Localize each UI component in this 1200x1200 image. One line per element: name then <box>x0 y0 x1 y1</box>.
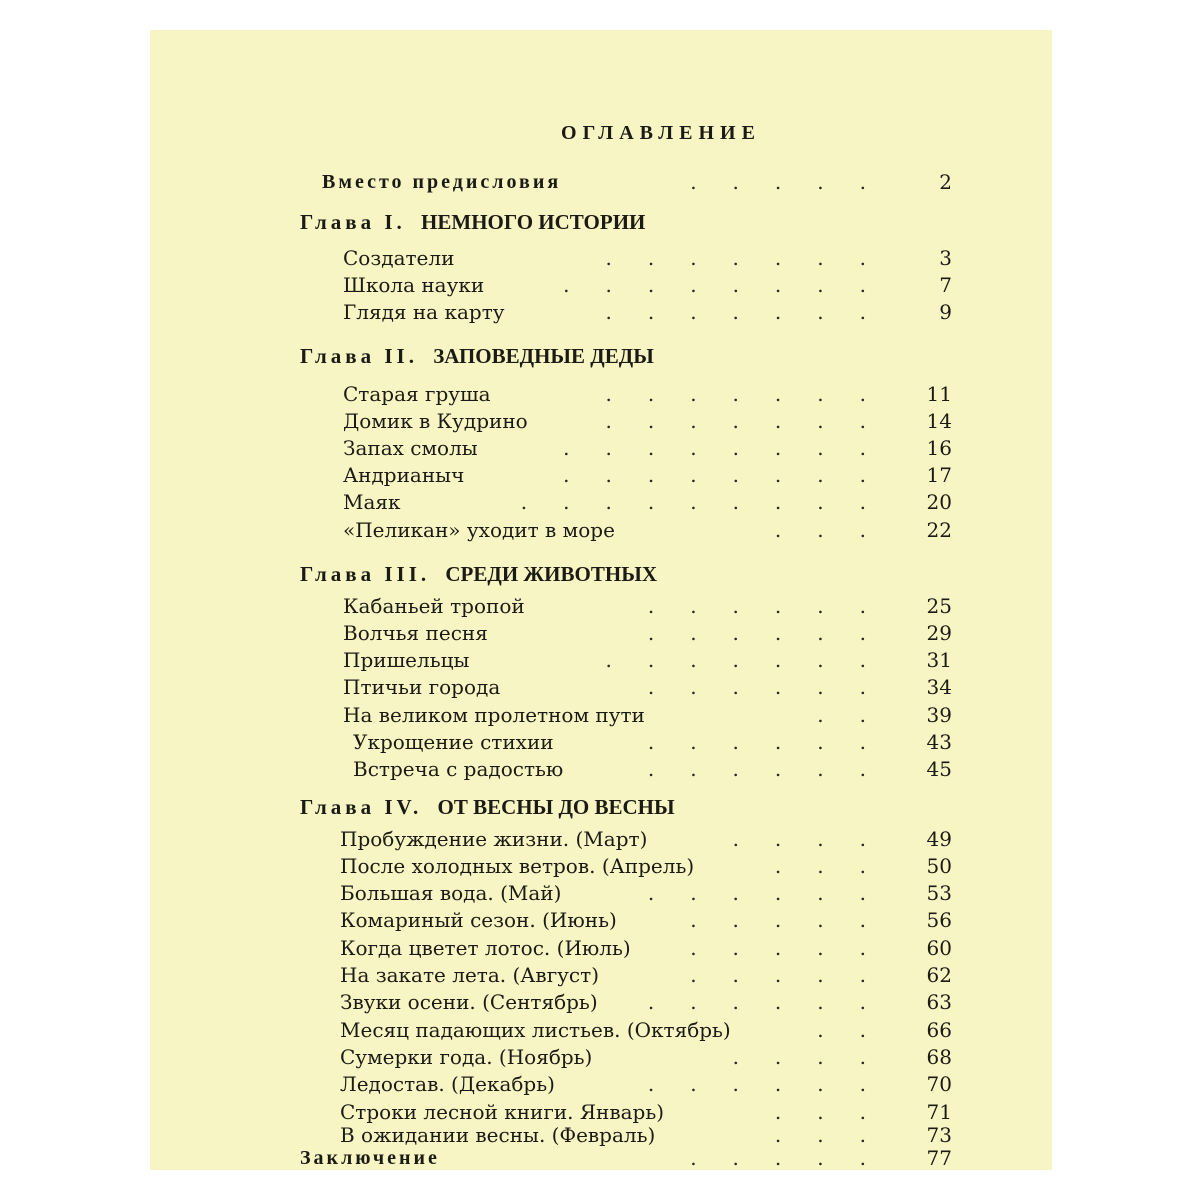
toc-entry-label: Заключение <box>300 1147 440 1169</box>
toc-entry-label: Глядя на карту <box>343 300 505 324</box>
chapter-prefix: Глава I. <box>300 210 406 234</box>
toc-entry-label: На великом пролетном пути <box>343 703 645 727</box>
dot-leader: ....... <box>605 246 902 270</box>
dot-leader: .. <box>817 703 902 727</box>
chapter-heading-1 <box>150 208 1052 236</box>
dot-leader: ....... <box>605 300 902 324</box>
toc-entry <box>150 728 1052 756</box>
toc-entry-page: 29 <box>926 621 952 645</box>
toc-entry-page: 31 <box>926 648 952 672</box>
dot-leader: ...... <box>647 675 902 699</box>
chapter-title: ЗАПОВЕДНЫЕ ДЕДЫ <box>433 344 654 368</box>
chapter-heading-3 <box>150 560 1052 588</box>
dot-leader: .. <box>817 1018 902 1042</box>
toc-entry <box>150 646 1052 674</box>
toc-entry-label: Маяк <box>343 490 401 514</box>
toc-entry-label: На закате лета. (Август) <box>340 963 600 987</box>
toc-entry <box>150 852 1052 880</box>
toc-entry-page: 9 <box>939 300 952 324</box>
dot-leader: ..... <box>690 963 902 987</box>
toc-entry-page: 14 <box>926 409 952 433</box>
toc-entry-label: Запах смолы <box>343 436 478 460</box>
toc-entry-page: 2 <box>939 170 952 194</box>
toc-entry <box>150 271 1052 299</box>
toc-entry <box>150 516 1052 544</box>
toc-entry-page: 66 <box>926 1018 952 1042</box>
toc-entry-page: 70 <box>926 1072 952 1096</box>
toc-entry <box>150 461 1052 489</box>
dot-leader: ... <box>774 1100 902 1124</box>
toc-entry-page: 71 <box>926 1100 952 1124</box>
toc-entry-page: 39 <box>926 703 952 727</box>
dot-leader: ..... <box>690 1146 902 1170</box>
toc-entry-page: 16 <box>926 436 952 460</box>
dot-leader: ....... <box>605 409 902 433</box>
toc-entry-label: Большая вода. (Май) <box>340 881 562 905</box>
toc-entry-label: В ожидании весны. (Февраль) <box>340 1123 656 1147</box>
toc-entry-page: 49 <box>926 827 952 851</box>
toc-entry <box>150 906 1052 934</box>
dot-leader: ..... <box>690 936 902 960</box>
toc-entry <box>150 961 1052 989</box>
toc-entry-page: 20 <box>926 490 952 514</box>
dot-leader: ...... <box>647 594 902 618</box>
dot-leader: .... <box>732 827 902 851</box>
toc-entry-page: 17 <box>926 463 952 487</box>
toc-entry-label: Когда цветет лотос. (Июль) <box>340 936 631 960</box>
chapter-title: ОТ ВЕСНЫ ДО ВЕСНЫ <box>437 795 675 819</box>
toc-entry-label: Встреча с радостью <box>353 757 564 781</box>
chapter-prefix: Глава II. <box>300 344 418 368</box>
dot-leader: ...... <box>647 990 902 1014</box>
chapter-prefix: Глава IV. <box>300 795 423 819</box>
toc-entry-page: 53 <box>926 881 952 905</box>
toc-entry <box>150 298 1052 326</box>
toc-entry-label: Вместо предисловия <box>322 171 562 193</box>
toc-entry-page: 73 <box>926 1123 952 1147</box>
chapter-prefix: Глава III. <box>300 562 431 586</box>
dot-leader: ..... <box>690 170 902 194</box>
toc-entry-label: Андрианыч <box>343 463 465 487</box>
toc-entry-label: Звуки осени. (Сентябрь) <box>340 990 598 1014</box>
dot-leader: ... <box>774 1123 902 1147</box>
chapter-title: НЕМНОГО ИСТОРИИ <box>421 210 646 234</box>
toc-entry <box>150 1016 1052 1044</box>
toc-entry-label: После холодных ветров. (Апрель) <box>340 854 695 878</box>
toc-entry-page: 77 <box>926 1146 952 1170</box>
toc-entry-label: «Пеликан» уходит в море <box>343 518 615 542</box>
dot-leader: ... <box>774 854 902 878</box>
toc-entry-label: Старая груша <box>343 382 491 406</box>
toc-entry-page: 60 <box>926 936 952 960</box>
toc-entry-label: Пришельцы <box>343 648 470 672</box>
toc-title: ОГЛАВЛЕНИЕ <box>561 122 761 144</box>
dot-leader: ........ <box>563 463 902 487</box>
toc-entry-page: 45 <box>926 757 952 781</box>
toc-entry <box>150 1070 1052 1098</box>
toc-entry-label: Сумерки года. (Ноябрь) <box>340 1045 593 1069</box>
toc-entry <box>150 619 1052 647</box>
toc-entry <box>150 701 1052 729</box>
toc-entry-label: Пробуждение жизни. (Март) <box>340 827 648 851</box>
toc-entry <box>150 825 1052 853</box>
toc-entry <box>150 673 1052 701</box>
dot-leader: ..... <box>690 908 902 932</box>
toc-entry-page: 3 <box>939 246 952 270</box>
toc-entry <box>150 244 1052 272</box>
dot-leader: .... <box>732 1045 902 1069</box>
toc-entry-label: Домик в Кудрино <box>343 409 528 433</box>
toc-entry <box>150 934 1052 962</box>
toc-entry-page: 50 <box>926 854 952 878</box>
toc-entry-page: 56 <box>926 908 952 932</box>
toc-entry-label: Укрощение стихии <box>353 730 554 754</box>
toc-entry-label: Строки лесной книги. Январь) <box>340 1100 665 1124</box>
toc-entry-label: Ледостав. (Декабрь) <box>340 1072 555 1096</box>
dot-leader: ...... <box>647 881 902 905</box>
dot-leader: ...... <box>647 621 902 645</box>
toc-entry-page: 11 <box>926 382 952 406</box>
toc-entry <box>150 592 1052 620</box>
toc-entry-conclusion <box>150 1144 1052 1172</box>
toc-entry-page: 34 <box>926 675 952 699</box>
chapter-title: СРЕДИ ЖИВОТНЫХ <box>445 562 657 586</box>
toc-entry-label: Птичьи города <box>343 675 501 699</box>
toc-entry-page: 63 <box>926 990 952 1014</box>
dot-leader: ...... <box>647 1072 902 1096</box>
toc-entry-page: 68 <box>926 1045 952 1069</box>
toc-entry <box>150 380 1052 408</box>
toc-entry-page: 22 <box>926 518 952 542</box>
dot-leader: ....... <box>605 648 902 672</box>
dot-leader: ........ <box>563 436 902 460</box>
chapter-heading-4 <box>150 793 1052 821</box>
toc-entry-label: Волчья песня <box>343 621 488 645</box>
toc-entry-label: Кабаньей тропой <box>343 594 525 618</box>
toc-entry-label: Комариный сезон. (Июнь) <box>340 908 617 932</box>
toc-entry <box>150 488 1052 516</box>
toc-entry-preface <box>150 168 1052 196</box>
toc-entry <box>150 407 1052 435</box>
toc-entry <box>150 988 1052 1016</box>
toc-entry-page: 7 <box>939 273 952 297</box>
toc-entry <box>150 1043 1052 1071</box>
toc-entry-page: 62 <box>926 963 952 987</box>
toc-entry <box>150 434 1052 462</box>
dot-leader: ...... <box>647 730 902 754</box>
toc-entry <box>150 755 1052 783</box>
toc-entry-page: 43 <box>926 730 952 754</box>
toc-entry-label: Школа науки <box>343 273 485 297</box>
dot-leader: ........ <box>563 273 902 297</box>
book-page <box>150 30 1052 1170</box>
dot-leader: ...... <box>647 757 902 781</box>
dot-leader: ....... <box>605 382 902 406</box>
chapter-heading-2 <box>150 342 1052 370</box>
toc-entry-page: 25 <box>926 594 952 618</box>
toc-entry-label: Создатели <box>343 246 455 270</box>
toc-entry-label: Месяц падающих листьев. (Октябрь) <box>340 1018 731 1042</box>
toc-entry <box>150 879 1052 907</box>
dot-leader: ......... <box>520 490 902 514</box>
dot-leader: ... <box>774 518 902 542</box>
